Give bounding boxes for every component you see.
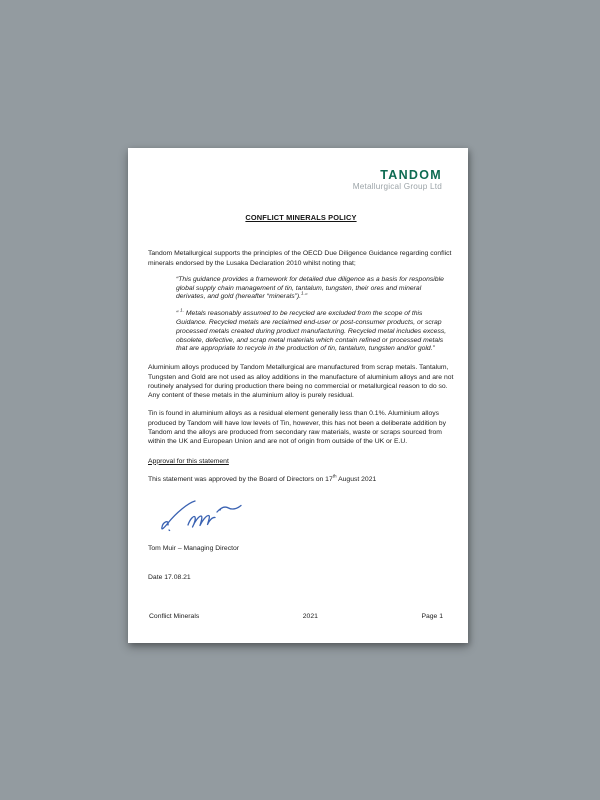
company-logo-name: TANDOM bbox=[380, 168, 442, 182]
document-content bbox=[128, 148, 468, 582]
company-logo-subtitle: Metallurgical Group Ltd bbox=[352, 182, 442, 191]
quote-1-footnote-marker: 1. bbox=[301, 291, 305, 297]
guidance-quote-2 bbox=[176, 310, 448, 354]
signatory-name-title: Tom Muir – Managing Director bbox=[148, 545, 240, 553]
document-title: CONFLICT MINERALS POLICY bbox=[245, 213, 357, 222]
quote-2-text: Metals reasonably assumed to be recycled are excluded from the scope of this Guidance. Recycled metals are reclaimed end-user or post-consumer products, or scrap processed metals created during product manufacturing. Recycled metal includes excess, obsolete, defective, and scrap metal materials which contain refined or processed metals that are appropriate to recycle in the production of tin, tantalum, tungsten and/or gold.” bbox=[176, 310, 447, 353]
quote-1-text: “This guidance provides a framework for detailed due diligence as a basis for responsible global supply chain management of tin, tantalum, tungsten, their ores and mineral derivates, and gold (hereafter “minerals”). bbox=[176, 275, 444, 301]
tin-paragraph: Tin is found in aluminium alloys as a residual element generally less than 0.1%. Aluminium alloys produced by Tandom will have low levels of Tin, however, this has not been a deliberate addition by Tandom and the alloys are produced from secondary raw materials, waste or scraps sourced from within the UK and European Union and are not of origin from outside of the UK or E.U. bbox=[148, 410, 446, 446]
guidance-quote-1 bbox=[176, 276, 448, 302]
footer-page-number: Page 1 bbox=[421, 613, 443, 620]
signature-handwritten bbox=[154, 497, 266, 539]
approval-heading: Approval for this statement bbox=[148, 457, 229, 465]
quote-2-opening: “ bbox=[176, 310, 181, 318]
quote-2-footnote-marker: 1. bbox=[180, 308, 184, 314]
intro-paragraph: Tandom Metallurgical supports the principles of the OECD Due Diligence Guidance regarding conflict minerals endorsed by the Lusaka Declaration 2010 whilst noting that; bbox=[148, 250, 452, 267]
aluminium-paragraph: Aluminium alloys produced by Tandom Metallurgical are manufactured from scrap metals. Tantalum, Tungsten and Gold are not used as alloy additions in the manufacture of aluminium alloys and are not routinely analysed for during production there being no commercial or metallurgical reason to do so. Any content of these metals in the aluminium alloy is purely residual. bbox=[148, 364, 454, 400]
footer-year: 2021 bbox=[302, 613, 318, 620]
quote-1-closing: ” bbox=[304, 293, 308, 301]
approval-sentence-text: This statement was approved by the Board of Directors on 17 bbox=[148, 475, 333, 483]
approval-sentence bbox=[148, 475, 454, 484]
approval-date-ordinal: th bbox=[332, 473, 337, 479]
company-logo bbox=[148, 169, 442, 192]
page-footer bbox=[149, 613, 443, 620]
footer-document-name: Conflict Minerals bbox=[149, 613, 200, 620]
document-page bbox=[128, 148, 468, 643]
date-line: Date 17.08.21 bbox=[148, 573, 191, 581]
approval-sentence-tail: August 2021 bbox=[336, 475, 377, 483]
